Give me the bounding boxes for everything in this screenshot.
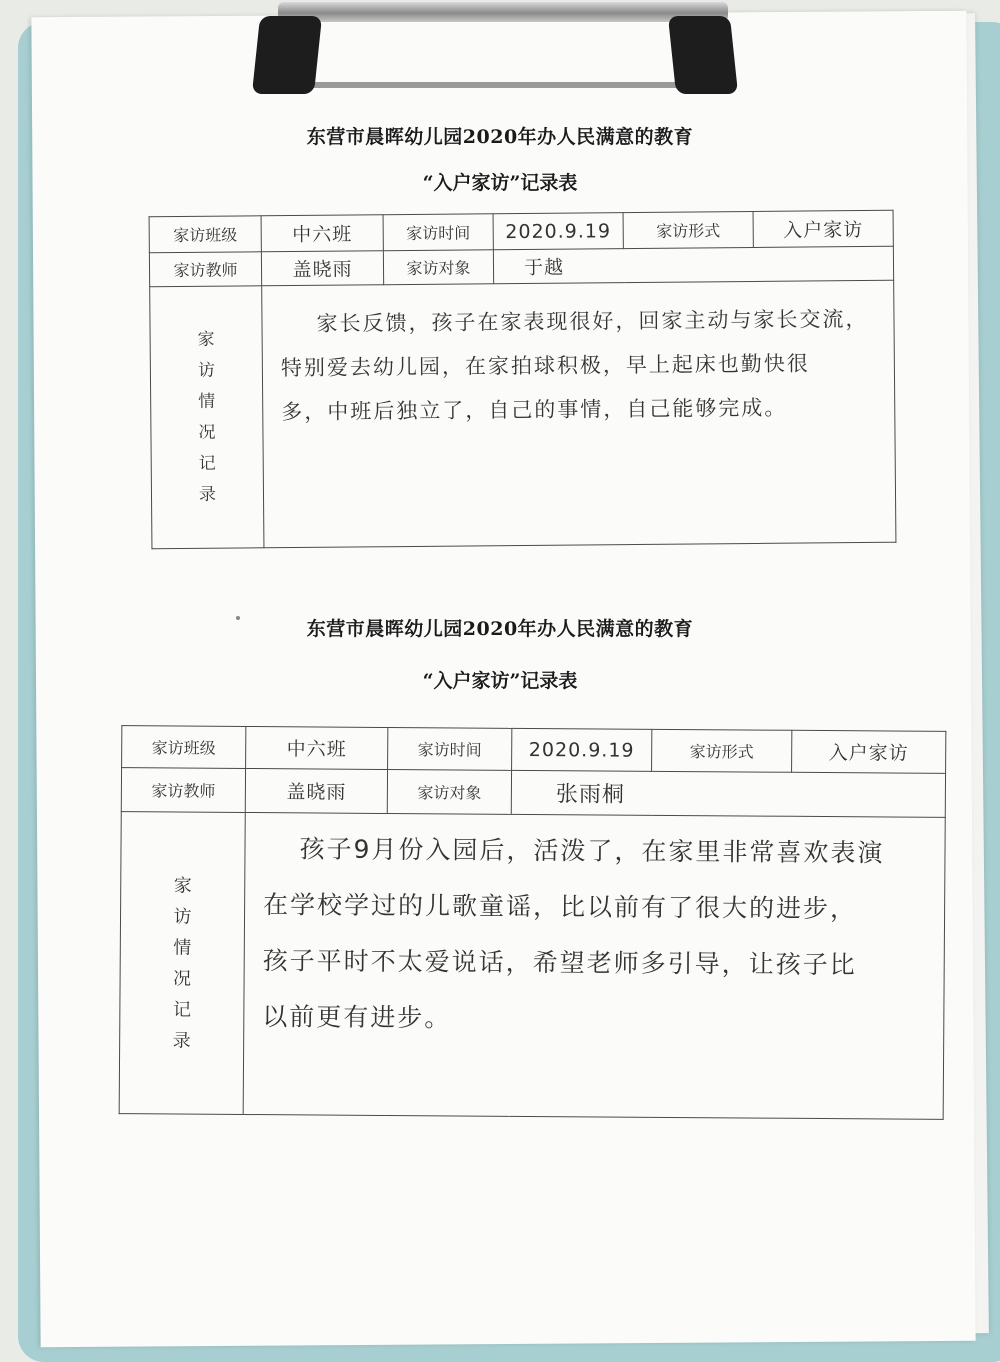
clip-wire [300,40,712,88]
notes-line: 多，中班后独立了，自己的事情，自己能够完成。 [281,395,788,425]
record-title: 东营市晨晖幼儿园2020年办人民满意的教育 [306,126,694,148]
record-label-char: 情 [198,391,216,412]
target-label: 家访对象 [383,250,493,285]
record-label-char: 录 [198,484,217,505]
notes-line: 以前更有进步。 [262,1002,452,1033]
clip-bar [278,2,728,22]
notes-line: 特别爱去幼儿园，在家拍球积极，早上起床也勤快很 [280,351,810,381]
notes-line: 在学校学过的儿歌童谣，比以前有了很大的进步， [263,890,858,924]
record-table [119,725,947,1120]
record-label-char: 录 [172,1029,191,1052]
time-label: 家访时间 [388,727,512,770]
visit-notes [262,280,896,548]
time-label: 家访时间 [383,214,493,251]
time-value: 2020.9.19 [512,728,652,771]
teacher-label: 家访教师 [121,768,245,813]
record-label-char: 家 [197,329,215,350]
clip-foot-left [252,16,322,94]
record-label [119,812,245,1115]
target-value: 于越 [493,246,893,283]
notes-line: 孩子9月份入园后，活泼了，在家里非常喜欢表演 [299,834,885,868]
record-label-char: 记 [172,998,191,1021]
form-value: 入户家访 [753,210,893,247]
record-label-char: 访 [197,360,215,381]
class-label: 家访班级 [149,216,261,253]
class-value: 中六班 [261,215,383,252]
record-label-char: 况 [173,967,192,990]
notes-line: 家长反馈，孩子在家表现很好，回家主动与家长交流， [316,306,869,336]
target-label: 家访对象 [387,769,511,814]
record-label-char: 况 [198,422,216,443]
teacher-label: 家访教师 [149,252,261,287]
record-table [149,210,897,549]
record-label-char: 记 [198,453,216,474]
record-subtitle: “入户家访”记录表 [422,670,578,692]
form-label: 家访形式 [652,729,792,772]
class-label: 家访班级 [122,726,246,769]
form-value: 入户家访 [792,730,946,773]
notes-line: 孩子平时不太爱说话，希望老师多引导，让孩子比 [262,946,857,980]
target-value: 张雨桐 [511,770,945,817]
time-value: 2020.9.19 [493,213,623,250]
teacher-value: 盖晓雨 [261,251,383,286]
teacher-value: 盖晓雨 [245,768,387,813]
clip-foot-right [668,16,738,94]
form-label: 家访形式 [623,211,753,248]
record-subtitle: “入户家访”记录表 [422,172,578,194]
record-label-char: 家 [173,874,192,897]
record-label-char: 情 [173,936,192,959]
visit-notes [243,812,945,1119]
class-value: 中六班 [246,726,388,769]
record-label [150,286,264,549]
record-label-char: 访 [173,905,192,928]
record-title: 东营市晨晖幼儿园2020年办人民满意的教育 [306,618,694,640]
